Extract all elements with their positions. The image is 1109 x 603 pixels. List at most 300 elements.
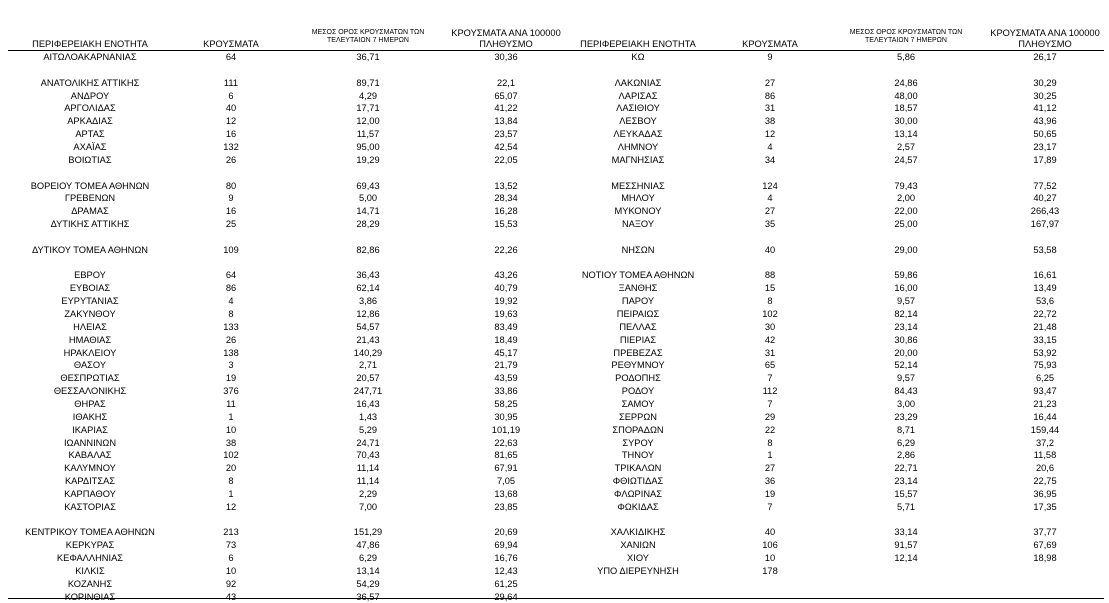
right-cell-avg7: 5,86 — [896, 52, 916, 62]
header-cases-right: ΚΡΟΥΣΜΑΤΑ — [742, 39, 798, 49]
left-cell-cases: 40 — [225, 103, 237, 114]
left-cell-avg7: 140,29 — [353, 347, 383, 358]
right-cell-per100k: 75,93 — [1033, 360, 1057, 371]
right-cell-per100k: 17,89 — [1033, 154, 1057, 165]
left-cell-region: ΘΗΡΑΣ — [74, 398, 106, 409]
left-cell-cases: 8 — [228, 309, 234, 319]
left-cell-region: ΚΟΖΑΝΗΣ — [67, 578, 113, 589]
right-cell-region: ΝΗΣΩΝ — [621, 244, 655, 255]
right-cell-avg7: 82,14 — [894, 309, 918, 319]
left-cell-avg7: 13,14 — [356, 566, 380, 576]
left-cell-per100k: 22,26 — [494, 244, 518, 255]
left-cell-cases: 138 — [223, 347, 239, 358]
right-cell-avg7: 8,71 — [896, 424, 916, 435]
left-cell-cases: 10 — [225, 424, 237, 435]
right-cell-region: ΤΡΙΚΑΛΩΝ — [614, 463, 662, 474]
left-cell-cases: 12 — [225, 116, 237, 127]
left-cell-per100k: 22,05 — [494, 154, 518, 165]
left-cell-per100k: 15,53 — [494, 219, 518, 230]
right-cell-per100k: 40,27 — [1033, 193, 1057, 204]
left-cell-per100k: 58,25 — [494, 398, 518, 409]
right-cell-per100k: 17,35 — [1033, 501, 1057, 512]
left-cell-cases: 26 — [225, 154, 237, 165]
right-cell-cases: 30 — [764, 321, 776, 332]
right-cell-region: ΛΗΜΝΟΥ — [617, 141, 659, 152]
right-cell-per100k: 22,75 — [1033, 476, 1057, 487]
right-cell-cases: 88 — [764, 270, 776, 281]
left-cell-cases: 20 — [225, 463, 237, 474]
left-cell-per100k: 30,36 — [494, 52, 518, 62]
left-cell-cases: 86 — [225, 283, 237, 294]
left-cell-avg7: 7,00 — [358, 501, 378, 512]
left-cell-avg7: 11,14 — [356, 463, 380, 474]
right-cell-avg7: 48,00 — [894, 90, 918, 101]
left-cell-cases: 111 — [223, 77, 239, 88]
right-cell-per100k: 43,96 — [1033, 116, 1057, 127]
right-cell-cases: 106 — [762, 540, 778, 551]
right-cell-per100k: 30,25 — [1033, 90, 1057, 101]
left-cell-per100k: 81,65 — [494, 450, 518, 461]
right-cell-region: ΜΕΣΣΗΝΙΑΣ — [611, 180, 665, 191]
right-cell-avg7: 91,57 — [894, 540, 918, 551]
left-cell-cases: 12 — [225, 501, 237, 512]
right-cell-region: ΧΙΟΥ — [627, 553, 649, 564]
right-cell-avg7: 16,00 — [894, 283, 918, 294]
right-cell-per100k: 13,49 — [1033, 283, 1057, 294]
right-cell-region: ΠΙΕΡΙΑΣ — [619, 334, 657, 345]
left-cell-region: ΑΡΚΑΔΙΑΣ — [67, 116, 113, 127]
right-cell-region: ΠΕΛΛΑΣ — [619, 321, 657, 332]
left-cell-avg7: 11,57 — [356, 129, 380, 140]
left-cell-avg7: 6,29 — [358, 553, 378, 564]
right-cell-cases: 38 — [764, 116, 776, 127]
left-cell-avg7: 12,86 — [356, 309, 380, 319]
left-cell-per100k: 7,05 — [496, 476, 516, 487]
right-cell-region: ΡΟΔΟΥ — [621, 386, 655, 397]
right-cell-cases: 34 — [764, 154, 776, 165]
right-cell-per100k: 37,2 — [1035, 437, 1055, 448]
right-cell-per100k: 167,97 — [1030, 219, 1060, 230]
right-cell-avg7: 79,43 — [894, 180, 918, 191]
right-cell-avg7: 2,00 — [896, 193, 916, 204]
left-cell-cases: 1 — [228, 411, 234, 422]
right-cell-region: ΠΡΕΒΕΖΑΣ — [613, 347, 663, 358]
left-cell-avg7: 5,00 — [358, 193, 378, 204]
header-per100k-right: ΚΡΟΥΣΜΑΤΑ ΑΝΑ 100000 ΠΛΗΘΥΣΜΟ — [990, 28, 1100, 49]
left-cell-avg7: 20,57 — [356, 373, 380, 384]
right-cell-per100k: 67,69 — [1033, 540, 1057, 551]
left-cell-avg7: 16,43 — [356, 398, 380, 409]
left-cell-cases: 16 — [225, 129, 237, 140]
left-cell-per100k: 13,52 — [494, 180, 518, 191]
left-cell-avg7: 11,14 — [356, 476, 380, 487]
right-cell-avg7: 33,14 — [894, 527, 918, 538]
right-cell-region: ΧΑΝΙΩΝ — [620, 540, 656, 551]
left-cell-cases: 64 — [225, 52, 237, 62]
right-cell-region: ΣΑΜΟΥ — [621, 398, 655, 409]
left-cell-per100k: 19,63 — [494, 309, 518, 319]
right-cell-cases: 42 — [764, 334, 776, 345]
left-cell-region: ΚΑΣΤΟΡΙΑΣ — [64, 501, 116, 512]
right-cell-avg7: 6,29 — [896, 437, 916, 448]
right-cell-region: ΣΕΡΡΩΝ — [618, 411, 657, 422]
left-cell-per100k: 12,43 — [494, 566, 518, 576]
left-cell-region: ΚΑΡΠΑΘΟΥ — [64, 488, 116, 499]
header-region-right: ΠΕΡΙΦΕΡΕΙΑΚΗ ΕΝΟΤΗΤΑ — [580, 39, 696, 49]
right-cell-cases: 31 — [764, 347, 776, 358]
left-cell-avg7: 54,57 — [356, 321, 380, 332]
left-cell-avg7: 36,71 — [356, 52, 380, 62]
left-cell-per100k: 29,64 — [494, 591, 518, 602]
left-cell-cases: 8 — [228, 476, 234, 487]
left-cell-cases: 92 — [225, 578, 237, 589]
left-cell-avg7: 36,43 — [356, 270, 380, 281]
right-cell-region: ΦΘΙΩΤΙΔΑΣ — [612, 476, 664, 487]
right-cell-region: ΛΕΣΒΟΥ — [619, 116, 657, 127]
right-cell-avg7: 5,71 — [896, 501, 916, 512]
right-cell-cases: 10 — [764, 553, 776, 564]
left-cell-cases: 16 — [225, 206, 237, 217]
left-cell-cases: 26 — [225, 334, 237, 345]
right-cell-avg7: 15,57 — [894, 488, 918, 499]
header-region-left: ΠΕΡΙΦΕΡΕΙΑΚΗ ΕΝΟΤΗΤΑ — [32, 39, 148, 49]
right-cell-region: ΥΠΟ ΔΙΕΡΕΥΝΗΣΗ — [597, 566, 679, 576]
left-cell-cases: 64 — [225, 270, 237, 281]
left-cell-region: ΙΘΑΚΗΣ — [72, 411, 108, 422]
left-cell-avg7: 89,71 — [356, 77, 380, 88]
right-cell-cases: 40 — [764, 527, 776, 538]
header-avg7-right: ΜΕΣΟΣ ΟΡΟΣ ΚΡΟΥΣΜΑΤΩΝ ΤΩΝ ΤΕΛΕΥΤΑΙΩΝ 7 ΗΜΕΡΩΝ — [849, 29, 963, 45]
left-cell-region: ΚΕΝΤΡΙΚΟΥ ΤΟΜΕΑ ΑΘΗΝΩΝ — [25, 527, 155, 538]
left-cell-per100k: 41,22 — [494, 103, 518, 114]
right-cell-per100k: 41,12 — [1033, 103, 1057, 114]
right-cell-per100k: 266,43 — [1030, 206, 1060, 217]
right-cell-per100k: 18,98 — [1033, 553, 1057, 564]
left-cell-per100k: 13,68 — [494, 488, 518, 499]
left-cell-per100k: 42,54 — [494, 141, 518, 152]
left-cell-region: ΚΑΡΔΙΤΣΑΣ — [64, 476, 116, 487]
right-cell-region: ΣΠΟΡΑΔΩΝ — [612, 424, 664, 435]
right-cell-per100k: 30,29 — [1033, 77, 1057, 88]
right-cell-cases: 112 — [762, 386, 778, 397]
right-cell-cases: 8 — [767, 296, 773, 307]
right-cell-cases: 4 — [767, 193, 773, 204]
left-cell-avg7: 2,71 — [358, 360, 378, 371]
right-cell-region: ΚΩ — [631, 52, 645, 62]
left-cell-region: ΘΕΣΠΡΩΤΙΑΣ — [60, 373, 120, 384]
right-cell-region: ΡΟΔΟΠΗΣ — [615, 373, 661, 384]
left-cell-avg7: 5,29 — [358, 424, 378, 435]
left-cell-per100k: 19,92 — [494, 296, 518, 307]
left-cell-region: ΗΡΑΚΛΕΙΟΥ — [63, 347, 117, 358]
right-cell-avg7: 13,14 — [894, 129, 918, 140]
left-cell-avg7: 14,71 — [356, 206, 380, 217]
right-cell-region: ΝΟΤΙΟΥ ΤΟΜΕΑ ΑΘΗΝΩΝ — [581, 270, 695, 281]
left-cell-region: ΑΙΤΩΛΟΑΚΑΡΝΑΝΙΑΣ — [43, 52, 137, 62]
right-cell-per100k: 33,15 — [1033, 334, 1057, 345]
left-cell-per100k: 61,25 — [494, 578, 518, 589]
right-cell-per100k: 22,72 — [1033, 309, 1057, 319]
right-cell-avg7: 2,86 — [896, 450, 916, 461]
left-cell-per100k: 18,49 — [494, 334, 518, 345]
right-cell-avg7: 84,43 — [894, 386, 918, 397]
left-cell-cases: 38 — [225, 437, 237, 448]
right-cell-region: ΦΛΩΡΙΝΑΣ — [613, 488, 663, 499]
left-cell-region: ΒΟΙΩΤΙΑΣ — [68, 154, 112, 165]
left-cell-region: ΙΚΑΡΙΑΣ — [72, 424, 108, 435]
left-cell-avg7: 70,43 — [356, 450, 380, 461]
left-cell-region: ΘΕΣΣΑΛΟΝΙΚΗΣ — [53, 386, 127, 397]
right-cell-cases: 31 — [764, 103, 776, 114]
right-cell-avg7: 25,00 — [894, 219, 918, 230]
right-cell-cases: 29 — [764, 411, 776, 422]
left-cell-region: ΑΧΑΪΑΣ — [73, 141, 107, 152]
left-cell-region: ΙΩΑΝΝΙΝΩΝ — [63, 437, 117, 448]
right-cell-per100k: 50,65 — [1033, 129, 1057, 140]
right-cell-per100k: 11,58 — [1033, 450, 1057, 461]
left-cell-avg7: 47,86 — [356, 540, 380, 551]
left-cell-region: ΘΑΣΟΥ — [73, 360, 107, 371]
left-cell-region: ΔΥΤΙΚΟΥ ΤΟΜΕΑ ΑΘΗΝΩΝ — [31, 244, 149, 255]
left-cell-per100k: 43,59 — [494, 373, 518, 384]
right-cell-avg7: 3,00 — [896, 398, 916, 409]
left-cell-region: ΕΒΡΟΥ — [74, 270, 106, 281]
right-cell-avg7: 30,00 — [894, 116, 918, 127]
right-cell-avg7: 22,00 — [894, 206, 918, 217]
right-cell-region: ΜΗΛΟΥ — [621, 193, 655, 204]
left-cell-per100k: 22,1 — [496, 77, 516, 88]
left-cell-per100k: 65,07 — [494, 90, 518, 101]
left-cell-avg7: 54,29 — [356, 578, 380, 589]
left-cell-region: ΒΟΡΕΙΟΥ ΤΟΜΕΑ ΑΘΗΝΩΝ — [30, 180, 150, 191]
right-cell-avg7: 12,14 — [894, 553, 918, 564]
left-cell-region: ΕΥΡΥΤΑΝΙΑΣ — [61, 296, 119, 307]
right-cell-cases: 9 — [767, 52, 773, 62]
left-cell-avg7: 4,29 — [358, 90, 378, 101]
left-cell-cases: 1 — [228, 488, 234, 499]
left-cell-per100k: 22,63 — [494, 437, 518, 448]
left-cell-cases: 9 — [228, 193, 234, 204]
left-cell-region: ΑΝΔΡΟΥ — [70, 90, 110, 101]
left-cell-per100k: 83,49 — [494, 321, 518, 332]
right-cell-region: ΝΑΞΟΥ — [621, 219, 655, 230]
right-cell-cases: 40 — [764, 244, 776, 255]
left-cell-per100k: 16,76 — [494, 553, 518, 564]
left-cell-cases: 80 — [225, 180, 237, 191]
right-cell-avg7: 20,00 — [894, 347, 918, 358]
header-per100k-left: ΚΡΟΥΣΜΑΤΑ ΑΝΑ 100000 ΠΛΗΘΥΣΜΟ — [451, 28, 561, 49]
right-cell-cases: 27 — [764, 463, 776, 474]
left-cell-per100k: 23,57 — [494, 129, 518, 140]
left-cell-per100k: 33,86 — [494, 386, 518, 397]
left-cell-per100k: 16,28 — [494, 206, 518, 217]
right-cell-cases: 22 — [764, 424, 776, 435]
left-cell-cases: 19 — [225, 373, 237, 384]
right-cell-cases: 7 — [767, 398, 773, 409]
left-cell-avg7: 3,86 — [358, 296, 378, 307]
left-cell-cases: 132 — [223, 141, 239, 152]
left-cell-cases: 4 — [228, 296, 234, 307]
right-cell-avg7: 18,57 — [894, 103, 918, 114]
left-cell-avg7: 36,57 — [356, 591, 380, 602]
left-cell-region: ΚΟΡΙΝΘΙΑΣ — [64, 591, 116, 602]
right-cell-cases: 65 — [764, 360, 776, 371]
left-cell-cases: 73 — [225, 540, 237, 551]
left-cell-per100k: 23,85 — [494, 501, 518, 512]
right-cell-cases: 7 — [767, 373, 773, 384]
right-cell-cases: 86 — [764, 90, 776, 101]
left-cell-per100k: 43,26 — [494, 270, 518, 281]
left-cell-region: ΕΥΒΟΙΑΣ — [69, 283, 111, 294]
left-cell-region: ΚΑΒΑΛΑΣ — [68, 450, 112, 461]
right-cell-cases: 27 — [764, 206, 776, 217]
left-cell-per100k: 28,34 — [494, 193, 518, 204]
left-cell-per100k: 101,19 — [491, 424, 521, 435]
right-cell-region: ΜΥΚΟΝΟΥ — [614, 206, 662, 217]
right-cell-avg7: 23,14 — [894, 321, 918, 332]
left-cell-per100k: 20,69 — [494, 527, 518, 538]
left-cell-cases: 109 — [223, 244, 239, 255]
left-cell-avg7: 24,71 — [356, 437, 380, 448]
left-cell-region: ΔΡΑΜΑΣ — [71, 206, 109, 217]
right-cell-avg7: 24,86 — [894, 77, 918, 88]
right-cell-per100k: 16,44 — [1033, 411, 1057, 422]
left-cell-region: ΑΡΤΑΣ — [75, 129, 105, 140]
right-cell-cases: 102 — [762, 309, 778, 319]
right-cell-avg7: 24,57 — [894, 154, 918, 165]
right-cell-cases: 12 — [764, 129, 776, 140]
left-cell-per100k: 40,79 — [494, 283, 518, 294]
right-cell-per100k: 23,17 — [1033, 141, 1057, 152]
left-cell-region: ΚΕΦΑΛΛΗΝΙΑΣ — [56, 553, 124, 564]
left-cell-per100k: 67,91 — [494, 463, 518, 474]
left-cell-cases: 43 — [225, 591, 237, 602]
right-cell-per100k: 159,44 — [1030, 424, 1060, 435]
right-cell-per100k: 77,52 — [1033, 180, 1057, 191]
left-cell-region: ΓΡΕΒΕΝΩΝ — [64, 193, 116, 204]
left-cell-cases: 6 — [228, 553, 234, 564]
left-cell-region: ΚΕΡΚΥΡΑΣ — [65, 540, 115, 551]
right-cell-region: ΛΕΥΚΑΔΑΣ — [613, 129, 663, 140]
right-cell-per100k: 26,17 — [1033, 52, 1057, 62]
left-cell-avg7: 19,29 — [356, 154, 380, 165]
header-cases-left: ΚΡΟΥΣΜΑΤΑ — [203, 39, 259, 49]
right-cell-avg7: 9,57 — [896, 296, 916, 307]
right-cell-per100k: 21,23 — [1033, 398, 1057, 409]
left-cell-per100k: 69,94 — [494, 540, 518, 551]
right-cell-avg7: 52,14 — [894, 360, 918, 371]
right-cell-cases: 7 — [767, 501, 773, 512]
left-cell-cases: 11 — [226, 398, 236, 409]
right-cell-avg7: 23,29 — [894, 411, 918, 422]
left-cell-avg7: 1,43 — [358, 411, 378, 422]
left-cell-avg7: 151,29 — [353, 527, 383, 538]
left-cell-per100k: 13,84 — [494, 116, 518, 127]
right-cell-avg7: 9,57 — [896, 373, 916, 384]
right-cell-region: ΛΑΣΙΘΙΟΥ — [616, 103, 660, 114]
left-cell-avg7: 28,29 — [356, 219, 380, 230]
right-cell-region: ΦΩΚΙΔΑΣ — [617, 501, 659, 512]
right-cell-cases: 124 — [762, 180, 778, 191]
right-cell-cases: 27 — [764, 77, 776, 88]
left-cell-cases: 3 — [228, 360, 234, 371]
right-cell-cases: 8 — [767, 437, 773, 448]
left-cell-region: ΑΝΑΤΟΛΙΚΗΣ ΑΤΤΙΚΗΣ — [40, 77, 140, 88]
right-cell-cases: 178 — [762, 566, 778, 576]
left-cell-cases: 133 — [223, 321, 239, 332]
right-cell-per100k: 6,25 — [1035, 373, 1055, 384]
left-cell-per100k: 30,95 — [494, 411, 518, 422]
right-cell-region: ΛΑΚΩΝΙΑΣ — [614, 77, 662, 88]
right-cell-per100k: 20,6 — [1035, 463, 1055, 474]
right-cell-per100k: 36,95 — [1033, 488, 1057, 499]
right-cell-region: ΤΗΝΟΥ — [621, 450, 655, 461]
left-cell-region: ΖΑΚΥΝΘΟΥ — [64, 309, 116, 319]
right-cell-per100k: 53,58 — [1033, 244, 1057, 255]
right-cell-avg7: 2,57 — [896, 141, 916, 152]
left-cell-avg7: 21,43 — [356, 334, 380, 345]
right-cell-cases: 35 — [764, 219, 776, 230]
left-cell-per100k: 21,79 — [494, 360, 518, 371]
right-cell-cases: 1 — [767, 450, 773, 461]
left-cell-region: ΑΡΓΟΛΙΔΑΣ — [64, 103, 116, 114]
left-cell-avg7: 12,00 — [356, 116, 380, 127]
left-cell-avg7: 2,29 — [358, 488, 378, 499]
right-cell-avg7: 30,86 — [894, 334, 918, 345]
left-cell-avg7: 62,14 — [356, 283, 380, 294]
left-cell-avg7: 69,43 — [356, 180, 380, 191]
right-cell-per100k: 93,47 — [1033, 386, 1057, 397]
right-cell-region: ΠΑΡΟΥ — [621, 296, 655, 307]
left-cell-avg7: 17,71 — [356, 103, 380, 114]
left-cell-region: ΚΙΛΚΙΣ — [75, 566, 105, 576]
right-cell-cases: 15 — [764, 283, 776, 294]
left-cell-region: ΔΥΤΙΚΗΣ ΑΤΤΙΚΗΣ — [50, 219, 130, 230]
right-cell-avg7: 29,00 — [894, 244, 918, 255]
right-cell-per100k: 21,48 — [1033, 321, 1057, 332]
left-cell-cases: 102 — [223, 450, 239, 461]
left-cell-cases: 25 — [225, 219, 237, 230]
left-cell-avg7: 247,71 — [353, 386, 383, 397]
right-cell-region: ΡΕΘΥΜΝΟΥ — [611, 360, 665, 371]
right-cell-region: ΜΑΓΝΗΣΙΑΣ — [611, 154, 665, 165]
right-cell-per100k: 37,77 — [1033, 527, 1057, 538]
left-cell-cases: 213 — [223, 527, 239, 538]
left-cell-cases: 376 — [223, 386, 239, 397]
header-avg7-left: ΜΕΣΟΣ ΟΡΟΣ ΚΡΟΥΣΜΑΤΩΝ ΤΩΝ ΤΕΛΕΥΤΑΙΩΝ 7 ΗΜΕΡΩΝ — [311, 29, 425, 45]
left-cell-avg7: 82,86 — [356, 244, 380, 255]
right-cell-cases: 4 — [767, 141, 773, 152]
left-cell-region: ΚΑΛΥΜΝΟΥ — [64, 463, 116, 474]
right-cell-cases: 36 — [764, 476, 776, 487]
right-cell-avg7: 59,86 — [894, 270, 918, 281]
left-cell-region: ΗΛΕΙΑΣ — [73, 321, 107, 332]
right-cell-region: ΣΥΡΟΥ — [622, 437, 654, 448]
right-cell-avg7: 23,14 — [894, 476, 918, 487]
left-cell-per100k: 45,17 — [494, 347, 518, 358]
right-cell-avg7: 22,71 — [894, 463, 918, 474]
right-cell-region: ΠΕΙΡΑΙΩΣ — [616, 309, 660, 319]
right-cell-per100k: 53,92 — [1033, 347, 1057, 358]
right-cell-region: ΞΑΝΘΗΣ — [618, 283, 658, 294]
right-cell-per100k: 53,6 — [1035, 296, 1055, 307]
right-cell-region: ΧΑΛΚΙΔΙΚΗΣ — [610, 527, 666, 538]
right-cell-per100k: 16,61 — [1033, 270, 1057, 281]
right-cell-region: ΛΑΡΙΣΑΣ — [618, 90, 658, 101]
left-cell-region: ΗΜΑΘΙΑΣ — [68, 334, 112, 345]
left-cell-avg7: 95,00 — [356, 141, 380, 152]
left-cell-cases: 6 — [228, 90, 234, 101]
